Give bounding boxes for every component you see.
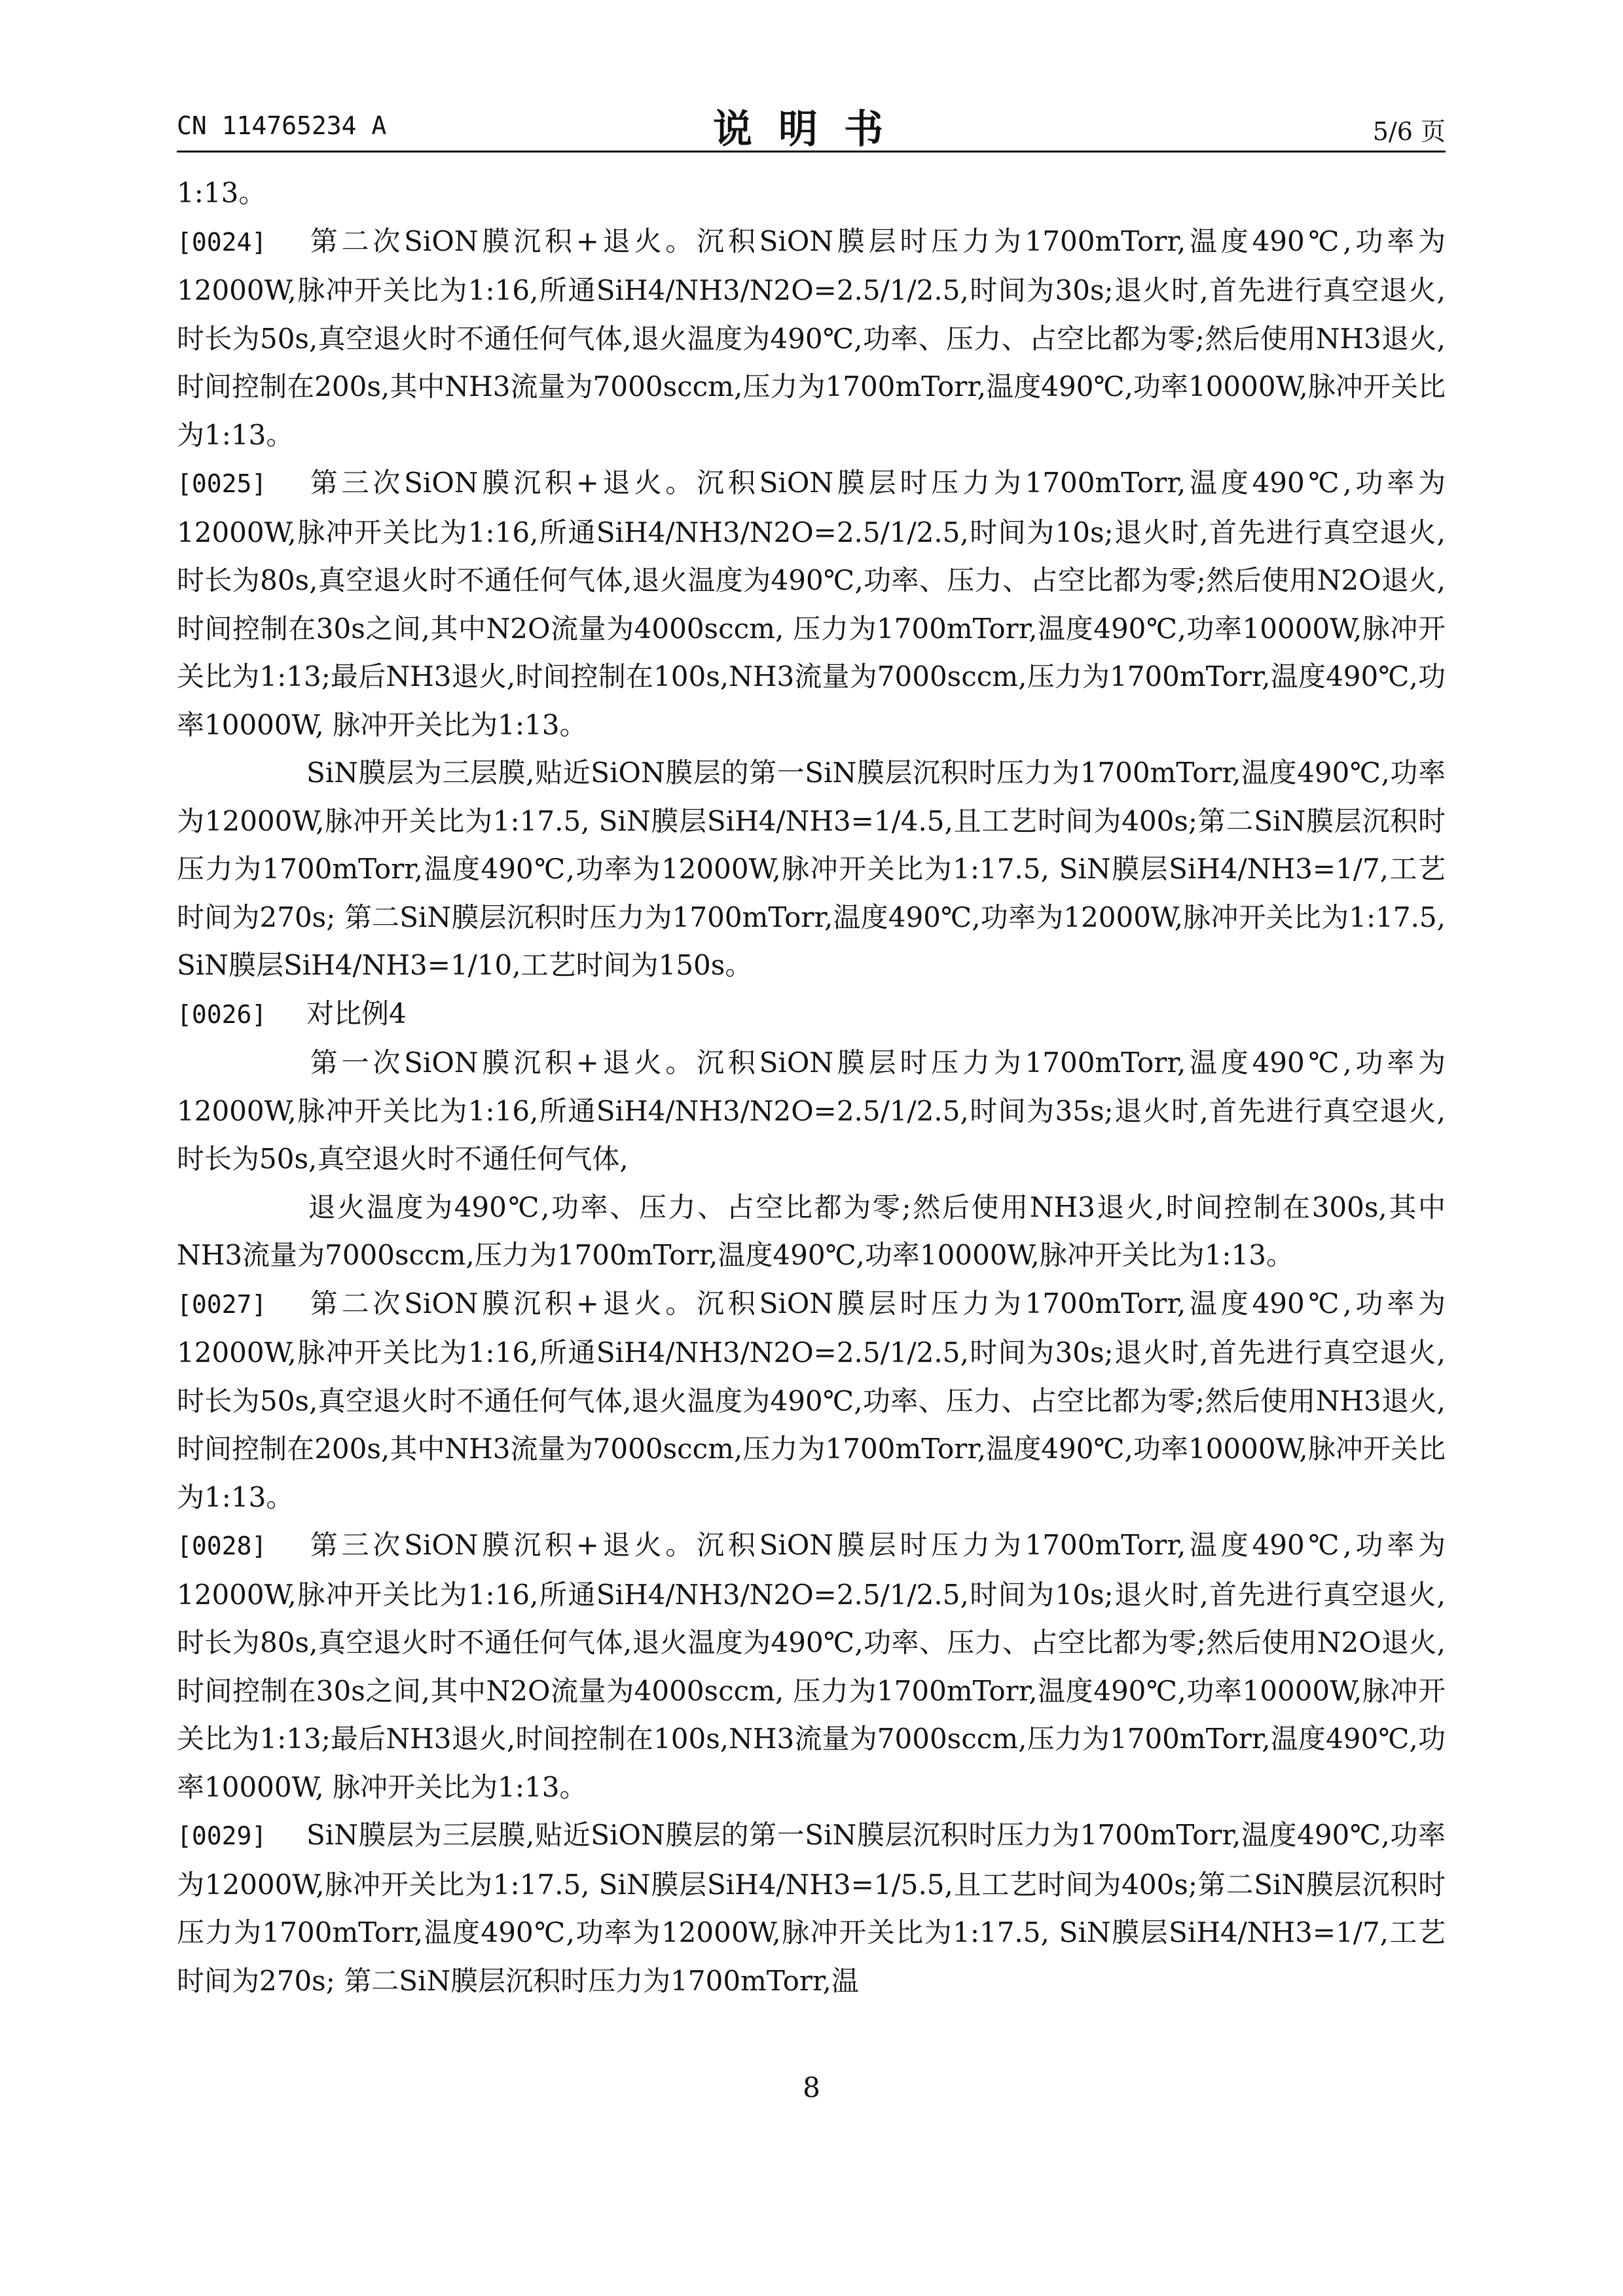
- paragraph-number: [0027]: [177, 1289, 267, 1319]
- paragraph-0024: [177, 217, 1446, 459]
- paragraph-text: 1:13。: [177, 177, 266, 209]
- document-type-title: 说明书: [713, 107, 909, 152]
- paragraph: [177, 749, 1446, 990]
- paragraph-text: 对比例4: [306, 997, 407, 1030]
- publication-number: CN 114765234 A: [177, 111, 387, 140]
- paragraph-0027: [177, 1280, 1446, 1522]
- header-rule: [177, 151, 1446, 152]
- paragraph-number: [0024]: [177, 227, 267, 257]
- paragraph-text: 第三次SiON膜沉积+退火。沉积SiON膜层时压力为1700mTorr,温度490℃,功率为12000W,脉冲开关比为1:16,所通SiH4/NH3/N2O=2.5/1/2.5,时间为10s;退火时,首先进行真空退火,时长为80s,真空退火时不通任何气体,退火温度为490℃,功率、压力、占空比都为零;然后使用N2O退火,时间控制在30s之间,其中N2O流量为4000sccm, 压力为1700mTorr,温度490℃,功率10000W,脉冲开关比为1:13;最后NH3退火,时间控制在100s,NH3流量为7000sccm,压力为1700mTorr,温度490℃,功率10000W, 脉冲开关比为1:13。: [177, 1529, 1446, 1803]
- paragraph-number: [0029]: [177, 1821, 267, 1850]
- paragraph: [177, 1183, 1446, 1280]
- paragraph-text: 第二次SiON膜沉积+退火。沉积SiON膜层时压力为1700mTorr,温度490℃,功率为12000W,脉冲开关比为1:16,所通SiH4/NH3/N2O=2.5/1/2.5,时间为30s;退火时,首先进行真空退火,时长为50s,真空退火时不通任何气体,退火温度为490℃,功率、压力、占空比都为零;然后使用NH3退火,时间控制在200s,其中NH3流量为7000sccm,压力为1700mTorr,温度490℃,功率10000W,脉冲开关比为1:13。: [177, 1287, 1446, 1513]
- paragraph-0026: [177, 990, 1446, 1039]
- paragraph: [177, 169, 1446, 217]
- page-header: [177, 98, 1446, 151]
- page-indicator: 5/6 页: [1372, 117, 1446, 146]
- paragraph-number: [0025]: [177, 469, 267, 498]
- paragraph-number: [0026]: [177, 999, 267, 1029]
- paragraph-0028: [177, 1521, 1446, 1811]
- paragraph-text: SiN膜层为三层膜,贴近SiON膜层的第一SiN膜层沉积时压力为1700mTorr,温度490℃,功率为12000W,脉冲开关比为1:17.5, SiN膜层SiH4/NH3=1/5.5,且工艺时间为400s;第二SiN膜层沉积时压力为1700mTorr,温度490℃,功率为12000W,脉冲开关比为1:17.5, SiN膜层SiH4/NH3=1/7,工艺时间为270s; 第二SiN膜层沉积时压力为1700mTorr,温: [177, 1819, 1446, 1997]
- paragraph-text: 第一次SiON膜沉积+退火。沉积SiON膜层时压力为1700mTorr,温度490℃,功率为12000W,脉冲开关比为1:16,所通SiH4/NH3/N2O=2.5/1/2.5,时间为35s;退火时,首先进行真空退火,时长为50s,真空退火时不通任何气体,: [177, 1047, 1446, 1175]
- paragraph-number: [0028]: [177, 1532, 267, 1560]
- paragraph-0025: [177, 459, 1446, 749]
- paragraph-text: 退火温度为490℃,功率、压力、占空比都为零;然后使用NH3退火,时间控制在300s,其中NH3流量为7000sccm,压力为1700mTorr,温度490℃,功率10000W,脉冲开关比为1:13。: [177, 1191, 1446, 1271]
- paragraph-text: 第三次SiON膜沉积+退火。沉积SiON膜层时压力为1700mTorr,温度490℃,功率为12000W,脉冲开关比为1:16,所通SiH4/NH3/N2O=2.5/1/2.5,时间为10s;退火时,首先进行真空退火,时长为80s,真空退火时不通任何气体,退火温度为490℃,功率、压力、占空比都为零;然后使用N2O退火,时间控制在30s之间,其中N2O流量为4000sccm, 压力为1700mTorr,温度490℃,功率10000W,脉冲开关比为1:13;最后NH3退火,时间控制在100s,NH3流量为7000sccm,压力为1700mTorr,温度490℃,功率10000W, 脉冲开关比为1:13。: [177, 467, 1446, 741]
- paragraph-0029: [177, 1811, 1446, 2005]
- paragraph: [177, 1039, 1446, 1183]
- document-body: [177, 169, 1446, 2005]
- paragraph-text: SiN膜层为三层膜,贴近SiON膜层的第一SiN膜层沉积时压力为1700mTorr,温度490℃,功率为12000W,脉冲开关比为1:17.5, SiN膜层SiH4/NH3=1/4.5,且工艺时间为400s;第二SiN膜层沉积时压力为1700mTorr,温度490℃,功率为12000W,脉冲开关比为1:17.5, SiN膜层SiH4/NH3=1/7,工艺时间为270s; 第二SiN膜层沉积时压力为1700mTorr,温度490℃,功率为12000W,脉冲开关比为1:17.5, SiN膜层SiH4/NH3=1/10,工艺时间为150s。: [177, 757, 1446, 981]
- paragraph-text: 第二次SiON膜沉积+退火。沉积SiON膜层时压力为1700mTorr,温度490℃,功率为12000W,脉冲开关比为1:16,所通SiH4/NH3/N2O=2.5/1/2.5,时间为30s;退火时,首先进行真空退火,时长为50s,真空退火时不通任何气体,退火温度为490℃,功率、压力、占空比都为零;然后使用NH3退火,时间控制在200s,其中NH3流量为7000sccm,压力为1700mTorr,温度490℃,功率10000W,脉冲开关比为1:13。: [177, 224, 1446, 451]
- page-number: 8: [803, 2072, 820, 2104]
